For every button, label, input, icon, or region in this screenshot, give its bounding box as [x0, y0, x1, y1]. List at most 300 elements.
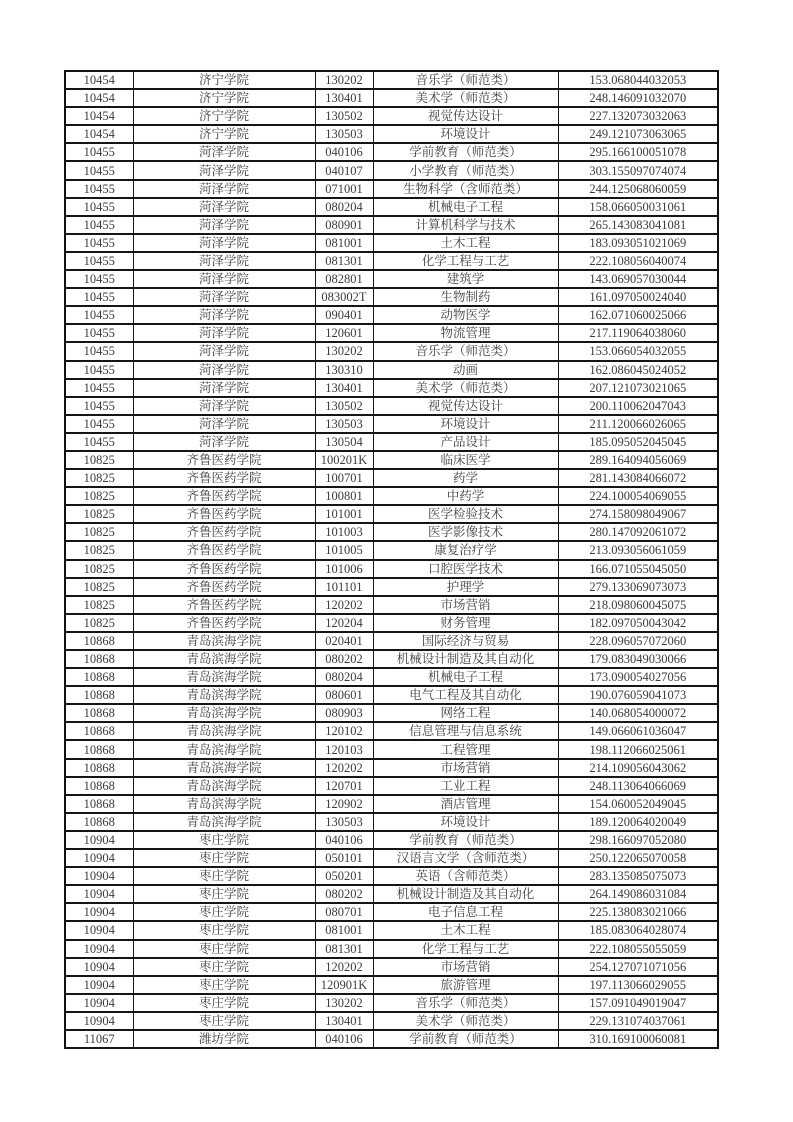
cell-score: 198.112066025061 [558, 740, 718, 758]
cell-major-code: 050201 [315, 867, 373, 885]
cell-score: 153.066054032055 [558, 342, 718, 360]
table-row [65, 234, 718, 252]
cell-major-name: 学前教育（师范类） [373, 831, 558, 849]
cell-major-name: 环境设计 [373, 415, 558, 433]
cell-major-name: 音乐学（师范类） [373, 342, 558, 360]
cell-major-name: 音乐学（师范类） [373, 994, 558, 1012]
cell-major-code: 120202 [315, 759, 373, 777]
cell-school-code: 10455 [65, 288, 133, 306]
cell-major-name: 国际经济与贸易 [373, 632, 558, 650]
cell-major-name: 小学教育（师范类） [373, 161, 558, 179]
cell-major-name: 临床医学 [373, 451, 558, 469]
cell-major-code: 080903 [315, 704, 373, 722]
cell-school-code: 10825 [65, 487, 133, 505]
cell-score: 274.158098049067 [558, 505, 718, 523]
cell-major-name: 旅游管理 [373, 976, 558, 994]
cell-major-name: 工业工程 [373, 777, 558, 795]
cell-major-name: 动画 [373, 361, 558, 379]
cell-score: 280.147092061072 [558, 523, 718, 541]
table-row [65, 831, 718, 849]
cell-school-name: 枣庄学院 [133, 921, 315, 939]
cell-school-code: 10454 [65, 71, 133, 89]
cell-school-code: 10904 [65, 849, 133, 867]
table-row [65, 379, 718, 397]
cell-major-code: 071001 [315, 180, 373, 198]
cell-major-code: 120103 [315, 740, 373, 758]
cell-school-code: 10455 [65, 379, 133, 397]
cell-score: 197.113066029055 [558, 976, 718, 994]
cell-major-name: 音乐学（师范类） [373, 71, 558, 89]
cell-school-name: 枣庄学院 [133, 994, 315, 1012]
cell-major-code: 080901 [315, 216, 373, 234]
table-row [65, 976, 718, 994]
cell-major-code: 080202 [315, 885, 373, 903]
cell-score: 279.133069073073 [558, 578, 718, 596]
cell-score: 222.108056040074 [558, 252, 718, 270]
table-row [65, 940, 718, 958]
table-row [65, 759, 718, 777]
cell-major-code: 050101 [315, 849, 373, 867]
cell-major-name: 康复治疗学 [373, 541, 558, 559]
cell-score: 248.113064066069 [558, 777, 718, 795]
cell-major-code: 081301 [315, 940, 373, 958]
cell-major-code: 130202 [315, 71, 373, 89]
cell-score: 182.097050043042 [558, 614, 718, 632]
cell-school-code: 10904 [65, 940, 133, 958]
table-row [65, 451, 718, 469]
cell-school-name: 枣庄学院 [133, 958, 315, 976]
cell-major-name: 美术学（师范类） [373, 379, 558, 397]
cell-score: 264.149086031084 [558, 885, 718, 903]
cell-major-name: 英语（含师范类） [373, 867, 558, 885]
table-row [65, 867, 718, 885]
cell-major-code: 101006 [315, 560, 373, 578]
cell-major-code: 130401 [315, 1012, 373, 1030]
cell-school-name: 菏泽学院 [133, 288, 315, 306]
cell-major-name: 财务管理 [373, 614, 558, 632]
cell-major-name: 机械电子工程 [373, 668, 558, 686]
table-row [65, 813, 718, 831]
cell-school-name: 枣庄学院 [133, 976, 315, 994]
cell-school-code: 10904 [65, 831, 133, 849]
cell-score: 265.143083041081 [558, 216, 718, 234]
cell-major-name: 机械设计制造及其自动化 [373, 885, 558, 903]
table-row [65, 578, 718, 596]
cell-score: 179.083049030066 [558, 650, 718, 668]
cell-major-name: 信息管理与信息系统 [373, 722, 558, 740]
cell-school-code: 10455 [65, 306, 133, 324]
cell-school-code: 10454 [65, 107, 133, 125]
cell-score: 289.164094056069 [558, 451, 718, 469]
table-row [65, 433, 718, 451]
cell-school-name: 青岛滨海学院 [133, 759, 315, 777]
cell-score: 149.066061036047 [558, 722, 718, 740]
cell-school-name: 齐鲁医药学院 [133, 487, 315, 505]
cell-major-name: 土木工程 [373, 234, 558, 252]
cell-school-name: 青岛滨海学院 [133, 795, 315, 813]
cell-school-name: 济宁学院 [133, 71, 315, 89]
table-row [65, 198, 718, 216]
table-row [65, 740, 718, 758]
cell-major-code: 130202 [315, 994, 373, 1012]
cell-school-name: 菏泽学院 [133, 216, 315, 234]
cell-major-name: 生物制药 [373, 288, 558, 306]
cell-school-name: 菏泽学院 [133, 252, 315, 270]
cell-school-code: 10455 [65, 342, 133, 360]
cell-school-name: 菏泽学院 [133, 342, 315, 360]
table-row [65, 777, 718, 795]
cell-school-name: 枣庄学院 [133, 885, 315, 903]
cell-school-code: 10868 [65, 795, 133, 813]
cell-school-name: 枣庄学院 [133, 849, 315, 867]
table-row [65, 288, 718, 306]
cell-score: 200.110062047043 [558, 397, 718, 415]
cell-major-code: 130504 [315, 433, 373, 451]
cell-major-name: 口腔医学技术 [373, 560, 558, 578]
cell-major-code: 130401 [315, 379, 373, 397]
cell-school-name: 菏泽学院 [133, 324, 315, 342]
cell-school-name: 青岛滨海学院 [133, 668, 315, 686]
cell-school-code: 10904 [65, 921, 133, 939]
cell-score: 244.125068060059 [558, 180, 718, 198]
cell-score: 217.119064038060 [558, 324, 718, 342]
cell-school-code: 10825 [65, 505, 133, 523]
cell-school-code: 10904 [65, 958, 133, 976]
cell-score: 166.071055045050 [558, 560, 718, 578]
cell-school-code: 10904 [65, 994, 133, 1012]
cell-school-name: 齐鲁医药学院 [133, 523, 315, 541]
cell-major-name: 美术学（师范类） [373, 1012, 558, 1030]
cell-school-code: 10825 [65, 614, 133, 632]
cell-school-name: 青岛滨海学院 [133, 704, 315, 722]
cell-school-name: 菏泽学院 [133, 180, 315, 198]
table-row [65, 523, 718, 541]
cell-score: 214.109056043062 [558, 759, 718, 777]
cell-school-code: 10868 [65, 686, 133, 704]
cell-major-name: 电子信息工程 [373, 903, 558, 921]
cell-score: 162.071060025066 [558, 306, 718, 324]
cell-score: 249.121073063065 [558, 125, 718, 143]
table-row [65, 541, 718, 559]
cell-school-name: 齐鲁医药学院 [133, 469, 315, 487]
cell-school-name: 枣庄学院 [133, 1012, 315, 1030]
cell-score: 211.120066026065 [558, 415, 718, 433]
cell-school-code: 10868 [65, 704, 133, 722]
cell-major-code: 120204 [315, 614, 373, 632]
cell-score: 207.121073021065 [558, 379, 718, 397]
cell-school-code: 10455 [65, 180, 133, 198]
cell-score: 162.086045024052 [558, 361, 718, 379]
cell-school-code: 10455 [65, 361, 133, 379]
cell-school-name: 菏泽学院 [133, 433, 315, 451]
cell-major-code: 120701 [315, 777, 373, 795]
cell-score: 185.083064028074 [558, 921, 718, 939]
cell-major-code: 101001 [315, 505, 373, 523]
cell-school-name: 齐鲁医药学院 [133, 614, 315, 632]
cell-school-name: 济宁学院 [133, 107, 315, 125]
table-row [65, 71, 718, 89]
cell-major-code: 130503 [315, 813, 373, 831]
cell-school-name: 菏泽学院 [133, 234, 315, 252]
table-row [65, 560, 718, 578]
cell-school-name: 菏泽学院 [133, 270, 315, 288]
cell-school-code: 10454 [65, 125, 133, 143]
cell-school-code: 10825 [65, 578, 133, 596]
cell-score: 143.069057030044 [558, 270, 718, 288]
cell-school-code: 11067 [65, 1030, 133, 1048]
cell-major-code: 100201K [315, 451, 373, 469]
cell-school-code: 10455 [65, 397, 133, 415]
cell-major-name: 生物科学（含师范类） [373, 180, 558, 198]
cell-school-code: 10454 [65, 89, 133, 107]
table-row [65, 921, 718, 939]
cell-score: 225.138083021066 [558, 903, 718, 921]
cell-major-code: 120901K [315, 976, 373, 994]
admission-scores-table [64, 70, 719, 1049]
cell-major-code: 080202 [315, 650, 373, 668]
cell-major-name: 医学检验技术 [373, 505, 558, 523]
cell-major-code: 130502 [315, 397, 373, 415]
cell-major-name: 计算机科学与技术 [373, 216, 558, 234]
cell-major-code: 130503 [315, 125, 373, 143]
table-row [65, 994, 718, 1012]
cell-school-code: 10455 [65, 433, 133, 451]
cell-major-code: 100801 [315, 487, 373, 505]
cell-school-code: 10455 [65, 161, 133, 179]
cell-major-code: 040107 [315, 161, 373, 179]
cell-score: 157.091049019047 [558, 994, 718, 1012]
cell-school-code: 10904 [65, 976, 133, 994]
cell-major-code: 040106 [315, 831, 373, 849]
table-row [65, 89, 718, 107]
cell-major-code: 130401 [315, 89, 373, 107]
cell-score: 224.100054069055 [558, 487, 718, 505]
cell-major-code: 083002T [315, 288, 373, 306]
table-row [65, 161, 718, 179]
cell-score: 227.132073032063 [558, 107, 718, 125]
table-row [65, 704, 718, 722]
cell-major-name: 医学影像技术 [373, 523, 558, 541]
cell-major-code: 081001 [315, 921, 373, 939]
cell-school-code: 10455 [65, 198, 133, 216]
cell-school-code: 10825 [65, 560, 133, 578]
cell-score: 140.068054000072 [558, 704, 718, 722]
table-row [65, 270, 718, 288]
table-row [65, 324, 718, 342]
cell-major-name: 工程管理 [373, 740, 558, 758]
cell-school-name: 菏泽学院 [133, 361, 315, 379]
cell-school-name: 齐鲁医药学院 [133, 505, 315, 523]
cell-major-name: 学前教育（师范类） [373, 143, 558, 161]
cell-major-code: 101003 [315, 523, 373, 541]
table-row [65, 885, 718, 903]
cell-major-code: 130502 [315, 107, 373, 125]
cell-major-name: 产品设计 [373, 433, 558, 451]
cell-school-name: 齐鲁医药学院 [133, 451, 315, 469]
cell-score: 222.108055055059 [558, 940, 718, 958]
cell-score: 153.068044032053 [558, 71, 718, 89]
cell-major-code: 020401 [315, 632, 373, 650]
cell-major-code: 080204 [315, 668, 373, 686]
cell-major-name: 中药学 [373, 487, 558, 505]
cell-school-name: 青岛滨海学院 [133, 777, 315, 795]
table-row [65, 361, 718, 379]
table-row [65, 795, 718, 813]
cell-score: 283.135085075073 [558, 867, 718, 885]
cell-major-name: 化学工程与工艺 [373, 940, 558, 958]
cell-major-code: 120902 [315, 795, 373, 813]
cell-school-code: 10825 [65, 523, 133, 541]
cell-major-name: 药学 [373, 469, 558, 487]
cell-score: 154.060052049045 [558, 795, 718, 813]
cell-score: 218.098060045075 [558, 596, 718, 614]
cell-major-code: 130503 [315, 415, 373, 433]
cell-major-code: 040106 [315, 1030, 373, 1048]
table-row [65, 668, 718, 686]
cell-school-name: 青岛滨海学院 [133, 650, 315, 668]
cell-school-code: 10825 [65, 541, 133, 559]
cell-major-code: 101101 [315, 578, 373, 596]
cell-school-name: 青岛滨海学院 [133, 813, 315, 831]
cell-major-name: 环境设计 [373, 813, 558, 831]
table-row [65, 505, 718, 523]
table-row [65, 1030, 718, 1048]
cell-major-name: 视觉传达设计 [373, 107, 558, 125]
cell-school-name: 青岛滨海学院 [133, 686, 315, 704]
cell-major-code: 081001 [315, 234, 373, 252]
table-row [65, 632, 718, 650]
cell-major-code: 080701 [315, 903, 373, 921]
cell-school-code: 10455 [65, 252, 133, 270]
cell-major-name: 土木工程 [373, 921, 558, 939]
cell-major-code: 080601 [315, 686, 373, 704]
cell-major-name: 环境设计 [373, 125, 558, 143]
cell-school-name: 青岛滨海学院 [133, 632, 315, 650]
cell-school-code: 10825 [65, 469, 133, 487]
table-row [65, 180, 718, 198]
cell-score: 190.076059041073 [558, 686, 718, 704]
cell-school-code: 10868 [65, 777, 133, 795]
cell-major-code: 130202 [315, 342, 373, 360]
cell-school-name: 菏泽学院 [133, 397, 315, 415]
cell-major-name: 学前教育（师范类） [373, 1030, 558, 1048]
cell-major-name: 动物医学 [373, 306, 558, 324]
cell-score: 213.093056061059 [558, 541, 718, 559]
cell-school-code: 10455 [65, 234, 133, 252]
cell-score: 298.166097052080 [558, 831, 718, 849]
cell-major-code: 120601 [315, 324, 373, 342]
cell-score: 250.122065070058 [558, 849, 718, 867]
cell-school-name: 枣庄学院 [133, 831, 315, 849]
table-row [65, 125, 718, 143]
cell-school-name: 青岛滨海学院 [133, 722, 315, 740]
cell-score: 173.090054027056 [558, 668, 718, 686]
cell-school-name: 齐鲁医药学院 [133, 560, 315, 578]
table-row [65, 469, 718, 487]
cell-major-code: 040106 [315, 143, 373, 161]
cell-school-name: 枣庄学院 [133, 940, 315, 958]
cell-school-name: 济宁学院 [133, 89, 315, 107]
table-row [65, 252, 718, 270]
table-row [65, 903, 718, 921]
cell-score: 254.127071071056 [558, 958, 718, 976]
cell-major-name: 护理学 [373, 578, 558, 596]
cell-score: 161.097050024040 [558, 288, 718, 306]
cell-score: 229.131074037061 [558, 1012, 718, 1030]
cell-major-name: 汉语言文学（含师范类） [373, 849, 558, 867]
cell-school-name: 青岛滨海学院 [133, 740, 315, 758]
cell-school-name: 菏泽学院 [133, 161, 315, 179]
cell-school-code: 10904 [65, 885, 133, 903]
cell-school-code: 10455 [65, 270, 133, 288]
cell-school-code: 10825 [65, 596, 133, 614]
cell-major-name: 网络工程 [373, 704, 558, 722]
cell-school-name: 齐鲁医药学院 [133, 541, 315, 559]
cell-school-name: 菏泽学院 [133, 415, 315, 433]
cell-score: 185.095052045045 [558, 433, 718, 451]
cell-score: 248.146091032070 [558, 89, 718, 107]
cell-major-name: 机械电子工程 [373, 198, 558, 216]
cell-school-name: 济宁学院 [133, 125, 315, 143]
cell-major-name: 建筑学 [373, 270, 558, 288]
cell-school-code: 10868 [65, 813, 133, 831]
cell-school-code: 10868 [65, 632, 133, 650]
cell-school-name: 菏泽学院 [133, 306, 315, 324]
cell-major-code: 080204 [315, 198, 373, 216]
table-row [65, 397, 718, 415]
cell-major-code: 100701 [315, 469, 373, 487]
cell-score: 303.155097074074 [558, 161, 718, 179]
table-row [65, 596, 718, 614]
cell-major-name: 酒店管理 [373, 795, 558, 813]
cell-major-code: 081301 [315, 252, 373, 270]
cell-score: 158.066050031061 [558, 198, 718, 216]
table-row [65, 650, 718, 668]
cell-school-code: 10825 [65, 451, 133, 469]
cell-school-code: 10904 [65, 867, 133, 885]
cell-major-name: 物流管理 [373, 324, 558, 342]
cell-school-name: 菏泽学院 [133, 143, 315, 161]
cell-major-name: 化学工程与工艺 [373, 252, 558, 270]
table-row [65, 143, 718, 161]
table-row [65, 958, 718, 976]
cell-school-code: 10904 [65, 903, 133, 921]
cell-school-name: 枣庄学院 [133, 903, 315, 921]
cell-major-name: 机械设计制造及其自动化 [373, 650, 558, 668]
cell-school-code: 10868 [65, 650, 133, 668]
cell-school-name: 潍坊学院 [133, 1030, 315, 1048]
cell-score: 183.093051021069 [558, 234, 718, 252]
cell-school-name: 齐鲁医药学院 [133, 596, 315, 614]
table-row [65, 107, 718, 125]
table-row [65, 216, 718, 234]
table-row [65, 614, 718, 632]
cell-score: 228.096057072060 [558, 632, 718, 650]
cell-school-code: 10868 [65, 668, 133, 686]
cell-school-code: 10455 [65, 415, 133, 433]
cell-major-code: 120202 [315, 958, 373, 976]
cell-major-code: 120102 [315, 722, 373, 740]
table-body [65, 71, 718, 1048]
table-row [65, 415, 718, 433]
table-row [65, 1012, 718, 1030]
cell-school-name: 齐鲁医药学院 [133, 578, 315, 596]
cell-score: 310.169100060081 [558, 1030, 718, 1048]
table-row [65, 722, 718, 740]
cell-major-name: 电气工程及其自动化 [373, 686, 558, 704]
cell-major-name: 市场营销 [373, 596, 558, 614]
cell-score: 189.120064020049 [558, 813, 718, 831]
